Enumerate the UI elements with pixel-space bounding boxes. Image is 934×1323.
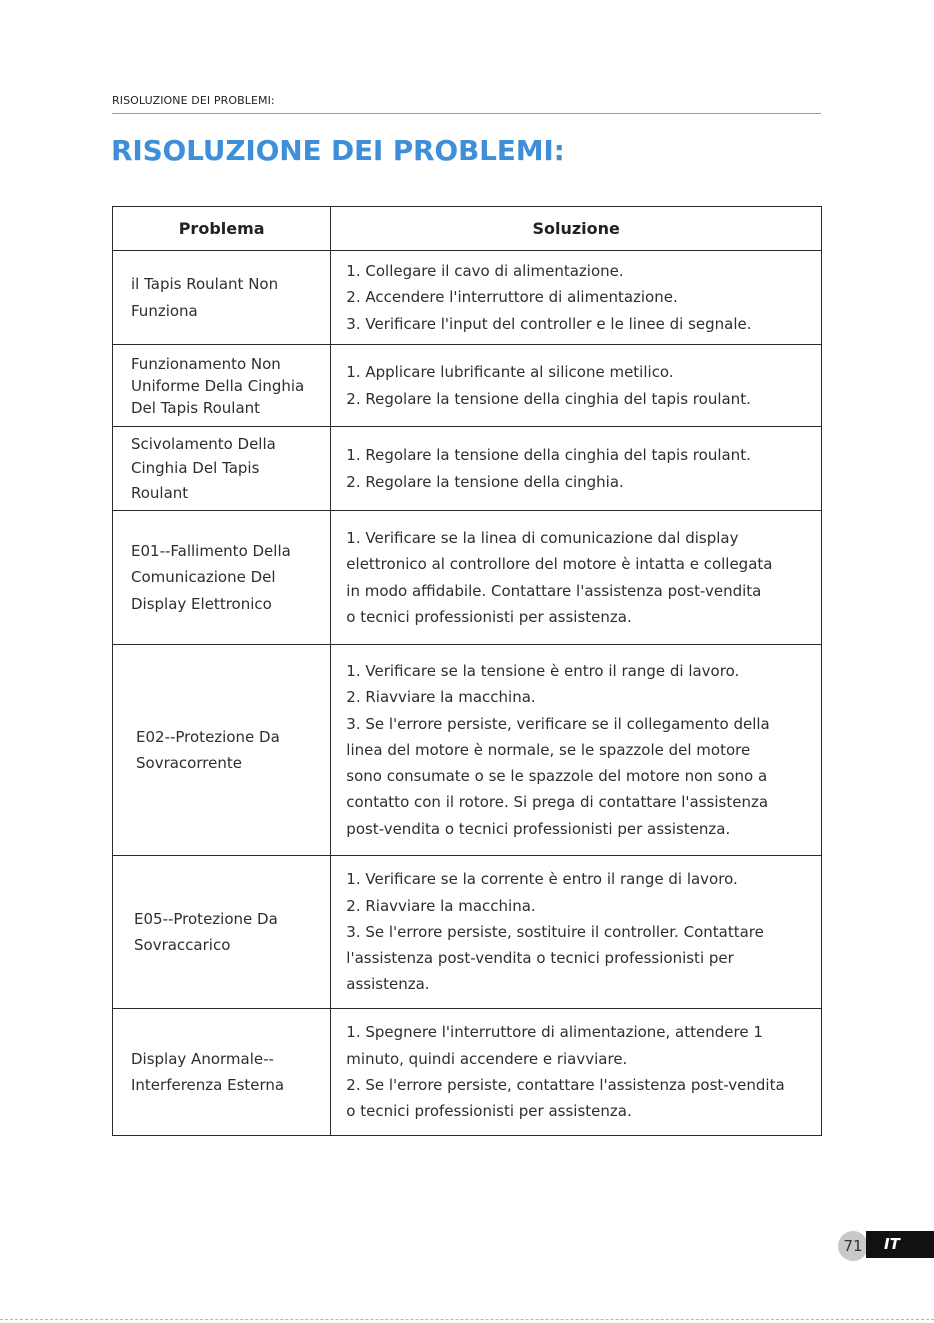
solution-line: 1. Applicare lubrificante al silicone metilico. <box>346 363 674 382</box>
problem-cell <box>113 345 331 427</box>
solution-line: sono consumate o se le spazzole del motore non sono a <box>346 767 768 786</box>
table-row <box>113 345 822 427</box>
troubleshooting-table <box>112 206 822 1136</box>
column-header-solution: Soluzione <box>331 207 822 251</box>
solution-cell <box>331 645 822 856</box>
page-title: RISOLUZIONE DEI PROBLEMI: <box>111 134 565 167</box>
problem-line: Comunicazione Del <box>131 568 276 587</box>
solution-cell <box>331 345 822 427</box>
header-divider <box>112 113 821 114</box>
solution-line: assistenza. <box>346 975 430 994</box>
solution-line: 1. Verificare se la corrente è entro il range di lavoro. <box>346 870 738 889</box>
problem-line: E02--Protezione Da <box>136 727 280 746</box>
solution-line: post-vendita o tecnici professionisti per assistenza. <box>346 819 731 838</box>
table-row <box>113 511 822 645</box>
problem-line: E01--Fallimento Della <box>131 542 291 561</box>
solution-line: minuto, quindi accendere e riavviare. <box>346 1049 628 1068</box>
problem-line: Del Tapis Roulant <box>131 398 261 417</box>
solution-line: linea del motore è normale, se le spazzole del motore <box>346 740 751 759</box>
solution-line: o tecnici professionisti per assistenza. <box>346 1102 632 1121</box>
problem-line: Roulant <box>131 483 189 502</box>
solution-line: l'assistenza post-vendita o tecnici professionisti per <box>346 949 734 968</box>
language-tab: IT <box>866 1231 934 1258</box>
running-header: RISOLUZIONE DEI PROBLEMI: <box>112 94 275 107</box>
problem-line: Uniforme Della Cinghia <box>131 376 305 395</box>
problem-line: E05--Protezione Da <box>134 909 278 928</box>
solution-cell <box>331 511 822 645</box>
solution-line: contatto con il rotore. Si prega di contattare l'assistenza <box>346 793 769 812</box>
table-row <box>113 645 822 856</box>
problem-line: Cinghia Del Tapis <box>131 459 260 478</box>
solution-line: 1. Verificare se la tensione è entro il range di lavoro. <box>346 661 740 680</box>
problem-line: il Tapis Roulant Non <box>131 275 279 294</box>
problem-line: Sovracorrente <box>136 754 242 772</box>
solution-line: 2. Accendere l'interruttore di alimentazione. <box>346 288 678 307</box>
problem-line: Funziona <box>131 301 198 320</box>
table-header-row <box>113 207 822 251</box>
solution-line: 1. Spegnere l'interruttore di alimentazione, attendere 1 <box>346 1023 763 1042</box>
column-header-problem: Problema <box>113 207 331 251</box>
page-number: 71 <box>838 1231 868 1261</box>
problem-line: Sovraccarico <box>134 936 231 954</box>
problem-line: Interferenza Esterna <box>131 1076 285 1094</box>
solution-line: 2. Regolare la tensione della cinghia. <box>346 472 624 491</box>
page-trim-line <box>0 1319 934 1320</box>
table-row <box>113 1009 822 1136</box>
solution-cell <box>331 427 822 511</box>
problem-cell <box>113 427 331 511</box>
solution-line: 3. Se l'errore persiste, sostituire il controller. Contattare <box>346 922 764 941</box>
solution-cell <box>331 1009 822 1136</box>
solution-line: 2. Riavviare la macchina. <box>346 896 536 915</box>
table-row <box>113 856 822 1009</box>
solution-line: 1. Collegare il cavo di alimentazione. <box>346 262 624 281</box>
problem-cell <box>113 856 331 1009</box>
solution-line: 1. Regolare la tensione della cinghia del tapis roulant. <box>346 446 751 465</box>
solution-line: 3. Verificare l'input del controller e le linee di segnale. <box>346 314 752 333</box>
solution-line: o tecnici professionisti per assistenza. <box>346 607 632 626</box>
problem-cell <box>113 251 331 345</box>
solution-line: 2. Riavviare la macchina. <box>346 688 536 707</box>
problem-line: Funzionamento Non <box>131 354 281 373</box>
problem-line: Display Anormale-- <box>131 1049 274 1068</box>
problem-cell <box>113 511 331 645</box>
solution-line: 2. Se l'errore persiste, contattare l'assistenza post-vendita <box>346 1076 785 1094</box>
solution-cell <box>331 856 822 1009</box>
problem-line: Display Elettronico <box>131 594 272 613</box>
solution-line: 1. Verificare se la linea di comunicazione dal display <box>346 528 739 547</box>
problem-line: Scivolamento Della <box>131 434 276 453</box>
table-row <box>113 427 822 511</box>
problem-cell <box>113 645 331 856</box>
problem-cell <box>113 1009 331 1136</box>
solution-cell <box>331 251 822 345</box>
solution-line: 2. Regolare la tensione della cinghia del tapis roulant. <box>346 389 751 408</box>
solution-line: 3. Se l'errore persiste, verificare se il collegamento della <box>346 714 770 733</box>
solution-line: elettronico al controllore del motore è intatta e collegata <box>346 555 773 574</box>
table-row <box>113 251 822 345</box>
solution-line: in modo affidabile. Contattare l'assistenza post-vendita <box>346 581 762 600</box>
